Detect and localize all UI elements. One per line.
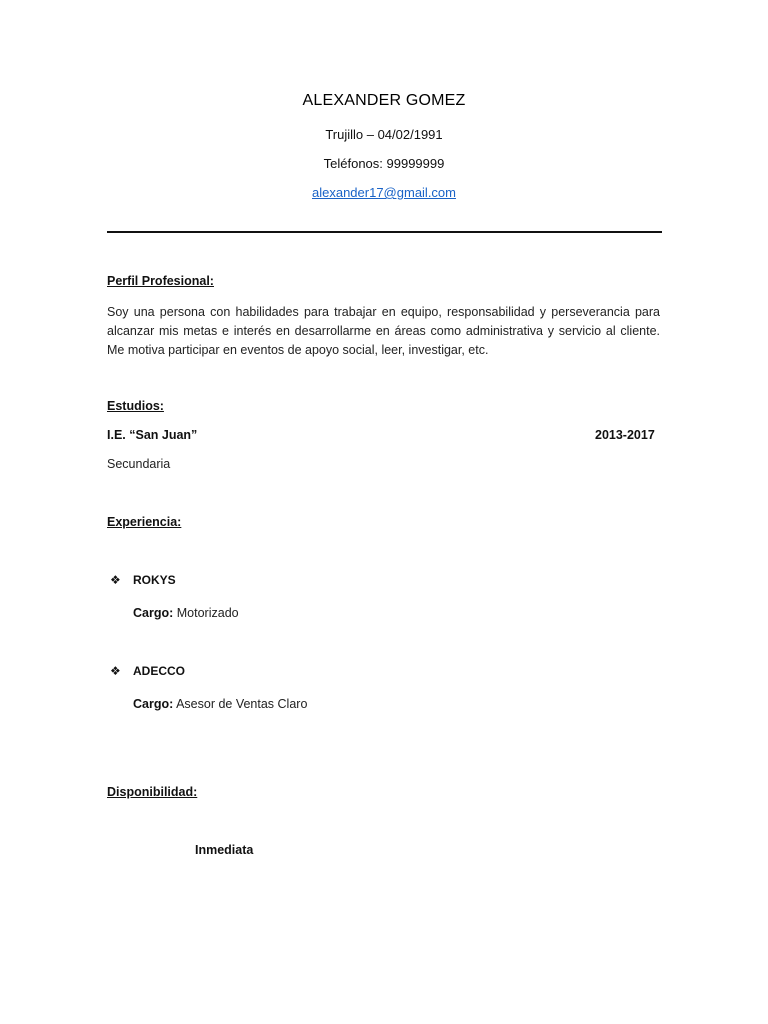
cargo-label: Cargo: xyxy=(133,606,174,620)
experiencia-title: Experiencia: xyxy=(107,515,182,529)
candidate-name: ALEXANDER GOMEZ xyxy=(302,92,466,109)
estudios-title: Estudios: xyxy=(107,399,164,413)
company-name: ROKYS xyxy=(133,573,176,587)
school-years: 2013-2017 xyxy=(595,428,655,442)
email-line xyxy=(0,185,768,200)
cargo-label: Cargo: xyxy=(133,697,174,711)
school-level: Secundaria xyxy=(107,457,171,471)
school-name: I.E. “San Juan” xyxy=(107,428,198,442)
perfil-title: Perfil Profesional: xyxy=(107,274,214,288)
cargo-value: Motorizado xyxy=(176,606,239,620)
email-link[interactable]: alexander17@gmail.com xyxy=(312,185,456,200)
cargo-line xyxy=(133,697,307,711)
header-divider xyxy=(107,231,662,233)
company-name: ADECCO xyxy=(133,664,186,678)
cargo-line xyxy=(133,606,239,620)
disponibilidad-value: Inmediata xyxy=(195,843,254,857)
diamond-bullet-icon: ❖ xyxy=(110,664,121,678)
city-birthdate: Trujillo – 04/02/1991 xyxy=(325,127,443,142)
cargo-value: Asesor de Ventas Claro xyxy=(176,697,308,711)
phone-number: Teléfonos: 99999999 xyxy=(323,156,445,171)
diamond-bullet-icon: ❖ xyxy=(110,573,121,587)
disponibilidad-title: Disponibilidad: xyxy=(107,785,198,799)
perfil-text: Soy una persona con habilidades para trabajar en equipo, responsabilidad y perseverancia para alcanzar mis metas e interés en desarrollarme en áreas como administrativa y servicio al cliente. Me motiva participar en eventos de apoyo social, leer, investigar, etc. xyxy=(107,305,660,357)
